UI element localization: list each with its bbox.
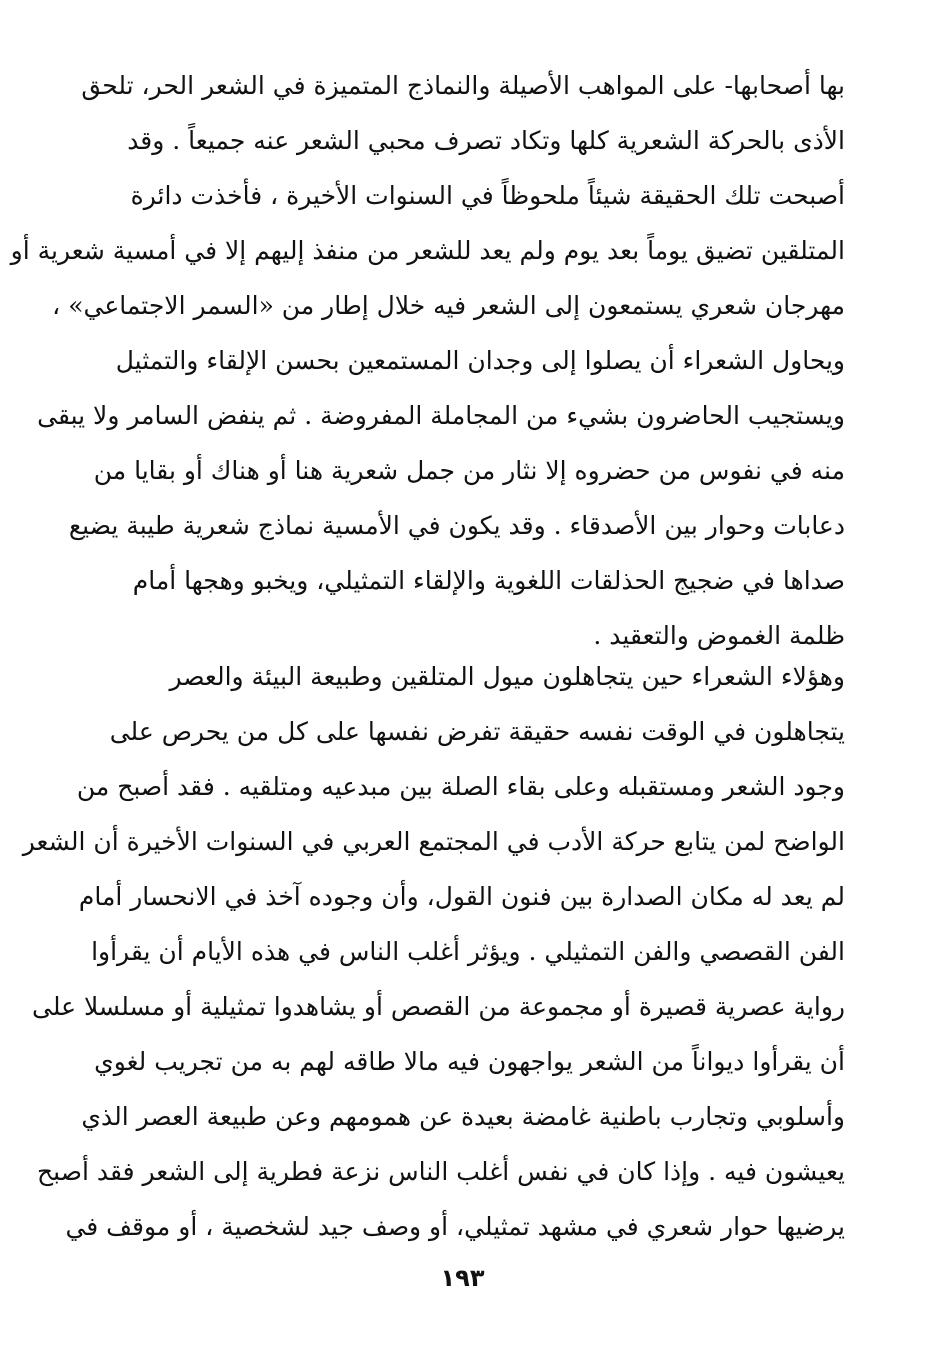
text-line: منه في نفوس من حضروه إلا نثار من جمل شعرية هنا أو هناك أو بقايا من [93, 456, 845, 485]
text-line: يعيشون فيه . وإذا كان في نفس أغلب الناس نزعة فطرية إلى الشعر فقد أصبح [37, 1157, 845, 1186]
text-line: وجود الشعر ومستقبله وعلى بقاء الصلة بين مبدعيه ومتلقيه . فقد أصبح من [76, 772, 845, 801]
paragraph-1 [10, 58, 845, 663]
text-line: يرضيها حوار شعري في مشهد تمثيلي، أو وصف جيد لشخصية ، أو موقف في [65, 1212, 845, 1241]
text-line: دعابات وحوار بين الأصدقاء . وقد يكون في الأمسية نماذج شعرية طيبة يضيع [68, 511, 845, 540]
text-line: أن يقرأوا ديواناً من الشعر يواجهون فيه مالا طاقه لهم به من تجريب لغوي [94, 1047, 845, 1076]
text-line: صداها في ضجيج الحذلقات اللغوية والإلقاء التمثيلي، ويخبو وهجها أمام [132, 566, 845, 595]
text-line: مهرجان شعري يستمعون إلى الشعر فيه خلال إطار من «السمر الاجتماعي» ، [52, 291, 845, 320]
text-line: بها أصحابها- على المواهب الأصيلة والنماذج المتميزة في الشعر الحر، تلحق [81, 71, 845, 100]
text-line: وهؤلاء الشعراء حين يتجاهلون ميول المتلقين وطبيعة البيئة والعصر [169, 662, 845, 691]
text-line: يتجاهلون في الوقت نفسه حقيقة تفرض نفسها على كل من يحرص على [109, 717, 845, 746]
text-line: رواية عصرية قصيرة أو مجموعة من القصص أو يشاهدوا تمثيلية أو مسلسلا على [32, 992, 845, 1021]
text-line: وأسلوبي وتجارب باطنية غامضة بعيدة عن همومهم وعن طبيعة العصر الذي [81, 1102, 845, 1131]
text-line: الفن القصصي والفن التمثيلي . ويؤثر أغلب الناس في هذه الأيام أن يقرأوا [91, 937, 845, 966]
text-line: الواضح لمن يتابع حركة الأدب في المجتمع العربي في السنوات الأخيرة أن الشعر [22, 827, 845, 856]
text-line: أصبحت تلك الحقيقة شيئاً ملحوظاً في السنوات الأخيرة ، فأخذت دائرة [130, 181, 845, 210]
text-line: لم يعد له مكان الصدارة بين فنون القول، وأن وجوده آخذ في الانحسار أمام [78, 882, 845, 911]
text-line: ظلمة الغموض والتعقيد . [593, 621, 845, 650]
text-line: ويحاول الشعراء أن يصلوا إلى وجدان المستمعين بحسن الإلقاء والتمثيل [115, 346, 845, 375]
text-line: ويستجيب الحاضرون بشيء من المجاملة المفروضة . ثم ينفض السامر ولا يبقى [37, 401, 845, 430]
text-line: الأذى بالحركة الشعرية كلها وتكاد تصرف محبي الشعر عنه جميعاً . وقد [127, 126, 845, 155]
text-line: المتلقين تضيق يوماً بعد يوم ولم يعد للشعر من منفذ إليهم إلا في أمسية شعرية أو [10, 236, 845, 265]
page-number: ١٩٣ [440, 1264, 485, 1292]
paragraph-2 [22, 649, 845, 1254]
